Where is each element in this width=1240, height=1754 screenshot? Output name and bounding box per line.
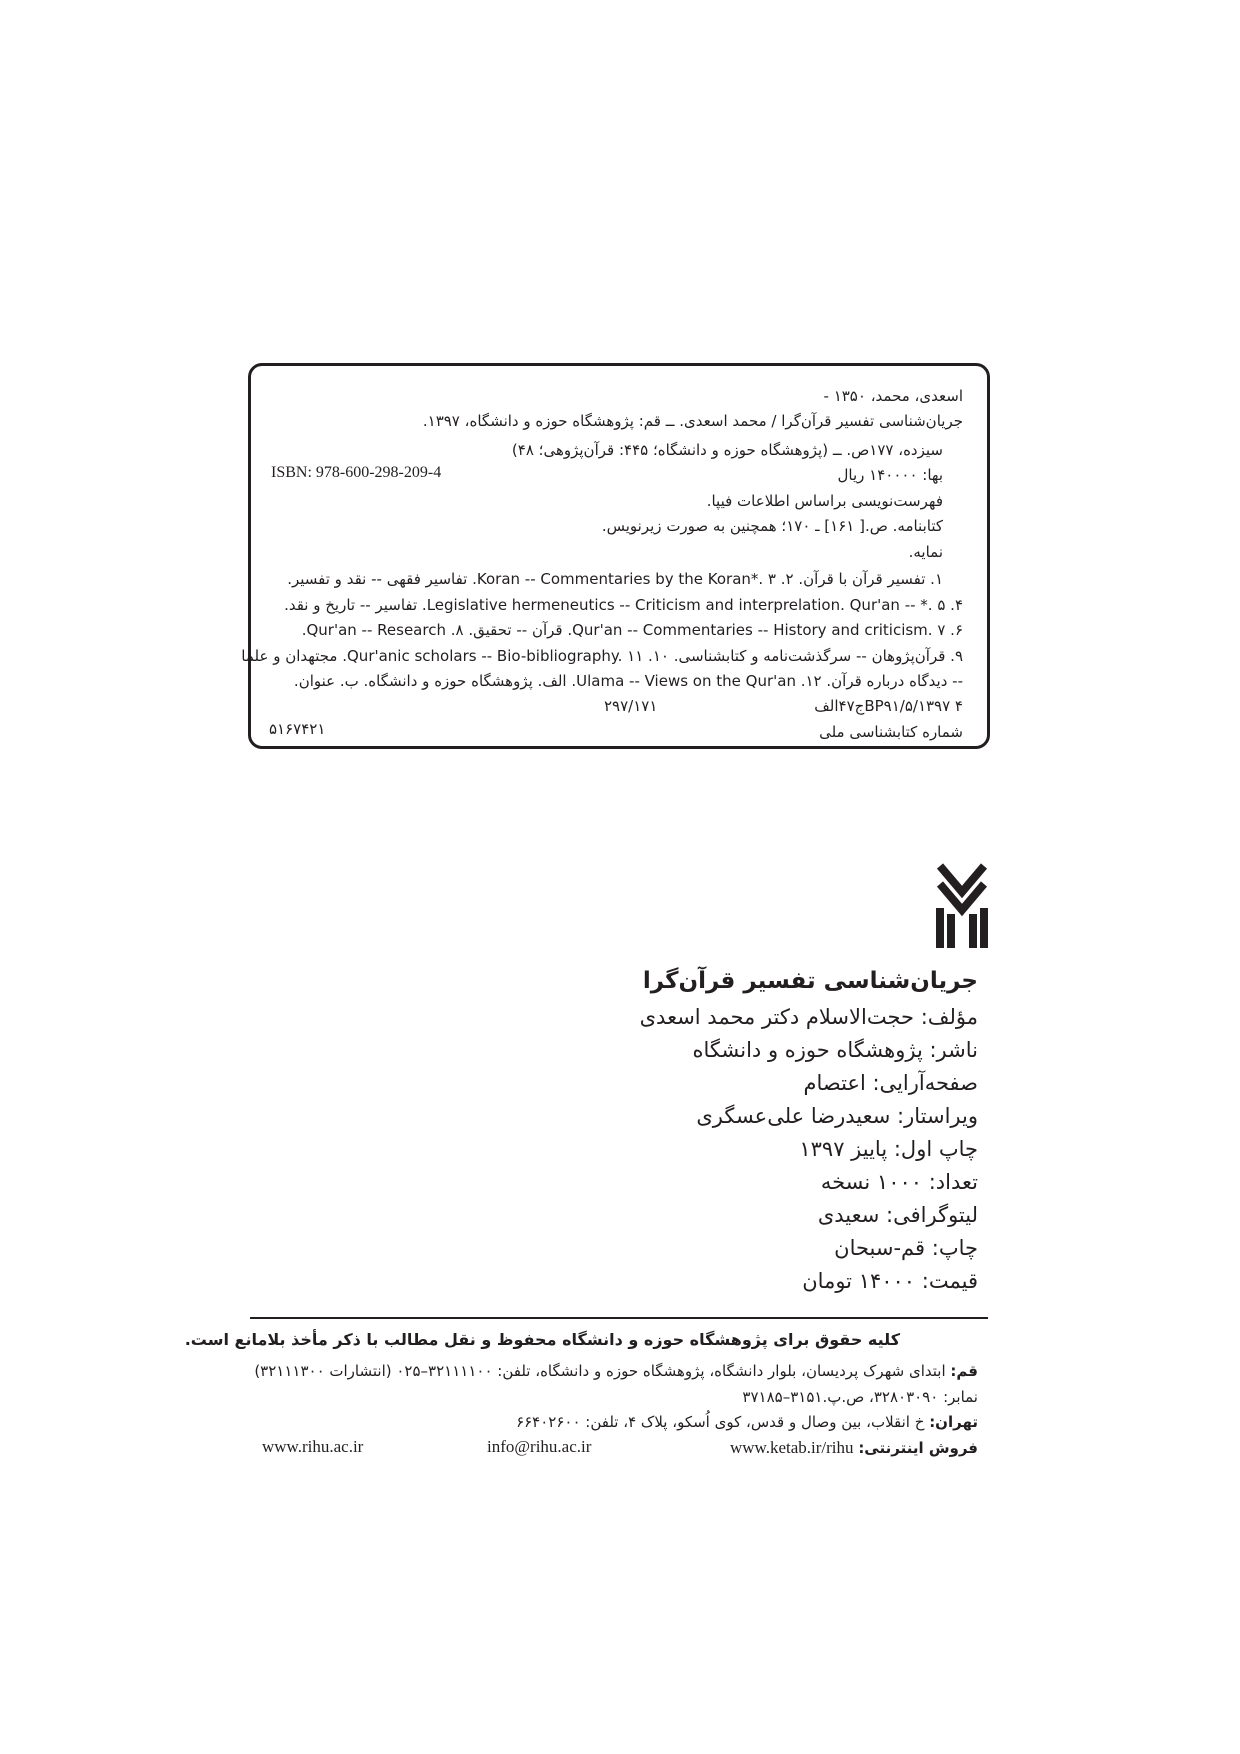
info-value: ۱۴۰۰۰ تومان — [802, 1269, 916, 1293]
info-label: ویراستار: — [897, 1104, 978, 1128]
address-qom — [254, 1360, 978, 1382]
info-value: سعیدی — [817, 1203, 880, 1227]
info-label: قیمت: — [921, 1269, 978, 1293]
national-bibliography-number: ۵۱۶۷۴۲۱ — [269, 720, 326, 738]
address-fax: نمابر: ۳۲۸۰۳۰۹۰، ص.پ.۳۱۵۱–۳۷۱۸۵ — [742, 1388, 978, 1406]
info-layout — [803, 1069, 978, 1097]
dewey-number: ۲۹۷/۱۷۱ — [604, 697, 658, 715]
email-link[interactable]: info@rihu.ac.ir — [487, 1437, 592, 1456]
book-title: جریان‌شناسی تفسیر قرآن‌گرا — [642, 968, 978, 994]
info-printing — [834, 1234, 978, 1262]
cip-title-line: جریان‌شناسی تفسیر قرآن‌گرا / محمد اسعدی. ــ قم: پژوهشگاه حوزه و دانشگاه، ۱۳۹۷. — [422, 412, 963, 430]
info-label: چاپ اول: — [893, 1137, 978, 1161]
publisher-logo — [936, 862, 988, 952]
cip-lc-number: BP۹۱/۵/۱۳۹۷ ۴ج۴۷الف — [814, 697, 963, 715]
info-value: پژوهشگاه حوزه و دانشگاه — [692, 1038, 923, 1062]
divider — [250, 1317, 988, 1319]
info-value: سعیدرضا علی‌عسگری — [696, 1104, 891, 1128]
cip-price: بها: ۱۴۰۰۰۰ ریال — [837, 466, 943, 484]
cip-index: نمایه. — [908, 543, 943, 561]
info-label: صفحه‌آرایی: — [872, 1071, 978, 1095]
online-sales-link[interactable]: www.ketab.ir/rihu — [729, 1438, 854, 1457]
info-value: قم-سبحان — [834, 1236, 926, 1260]
isbn: ISBN: 978-600-298-209-4 — [271, 464, 442, 481]
info-label: تعداد: — [928, 1170, 978, 1194]
info-publisher — [693, 1036, 979, 1064]
cip-subject-1: ۱. تفسیر قرآن با قرآن. ۲. Koran -- Commentaries by the Koran*. ۳. تفاسیر فقهی -- نقد و تفسیر. — [287, 570, 943, 588]
cip-subject-3: ۶. Qur'an -- Commentaries -- History and criticism. ۷. قرآن -- تحقیق. ۸. Qur'an -- Research. — [301, 621, 963, 639]
cip-box — [241, 363, 990, 749]
address-text: ابتدای شهرک پردیسان، بلوار دانشگاه، پژوهشگاه حوزه و دانشگاه، تلفن: ۳۲۱۱۱۱۰۰–۰۲۵ (انتشارات ۳۲۱۱۱۳۰۰) — [254, 1362, 946, 1380]
cip-author: اسعدی، محمد، ۱۳۵۰ - — [823, 387, 963, 405]
cip-bibliography: کتابنامه. ص.[ ۱۶۱] ـ ۱۷۰؛ همچنین به صورت زیرنویس. — [601, 517, 943, 535]
info-copies — [821, 1168, 978, 1196]
cip-pages: سیزده، ۱۷۷ص. ــ (پژوهشگاه حوزه و دانشگاه؛ ۴۴۵: قرآن‌پژوهی؛ ۴۸) — [511, 441, 943, 459]
info-value: پاییز ۱۳۹۷ — [799, 1137, 888, 1161]
info-value: حجت‌الاسلام دکتر محمد اسعدی — [639, 1005, 914, 1029]
info-price — [802, 1267, 978, 1295]
cip-national-label: شماره کتابشناسی ملی — [819, 723, 963, 741]
online-sales-label: فروش اینترنتی: — [858, 1439, 978, 1457]
cip-fipa: فهرست‌نویسی براساس اطلاعات فیپا. — [706, 492, 943, 510]
cip-subject-4: ۹. قرآن‌پژوهان -- سرگذشت‌نامه و کتابشناسی. ۱۰. Qur'anic scholars -- Bio-bibliography. ۱۱. مجتهدان و علما — [241, 647, 963, 665]
address-label: قم: — [950, 1362, 978, 1380]
website-link[interactable]: www.rihu.ac.ir — [262, 1437, 364, 1456]
info-lithography — [818, 1201, 978, 1229]
info-label: لیتوگرافی: — [886, 1203, 978, 1227]
info-value: ۱۰۰۰ نسخه — [820, 1170, 923, 1194]
info-editor — [696, 1102, 978, 1130]
info-author — [640, 1003, 978, 1031]
info-value: اعتصام — [803, 1071, 866, 1095]
online-sales — [730, 1437, 978, 1459]
copyright-notice: کلیه حقوق برای پژوهشگاه حوزه و دانشگاه محفوظ و نقل مطالب با ذکر مأخذ بلامانع است. — [184, 1330, 900, 1349]
info-first-edition — [799, 1135, 978, 1163]
address-tehran — [516, 1411, 978, 1433]
address-text: خ انقلاب، بین وصال و قدس، کوی اُسکو، پلاک ۴، تلفن: ۶۶۴۰۲۶۰۰ — [516, 1413, 925, 1431]
address-label: تهران: — [929, 1413, 978, 1431]
info-label: چاپ: — [931, 1236, 978, 1260]
cip-subject-5: -- دیدگاه درباره قرآن. ۱۲. Ulama -- Views on the Qur'an. الف. پژوهشگاه حوزه و دانشگاه. ب. عنوان. — [293, 672, 963, 690]
cip-subject-2: ۴. Legislative hermeneutics -- Criticism and interprelation. Qur'an -- *. ۵. تفاسیر -- تاریخ و نقد. — [284, 596, 963, 614]
info-label: ناشر: — [929, 1038, 978, 1062]
info-label: مؤلف: — [920, 1005, 978, 1029]
